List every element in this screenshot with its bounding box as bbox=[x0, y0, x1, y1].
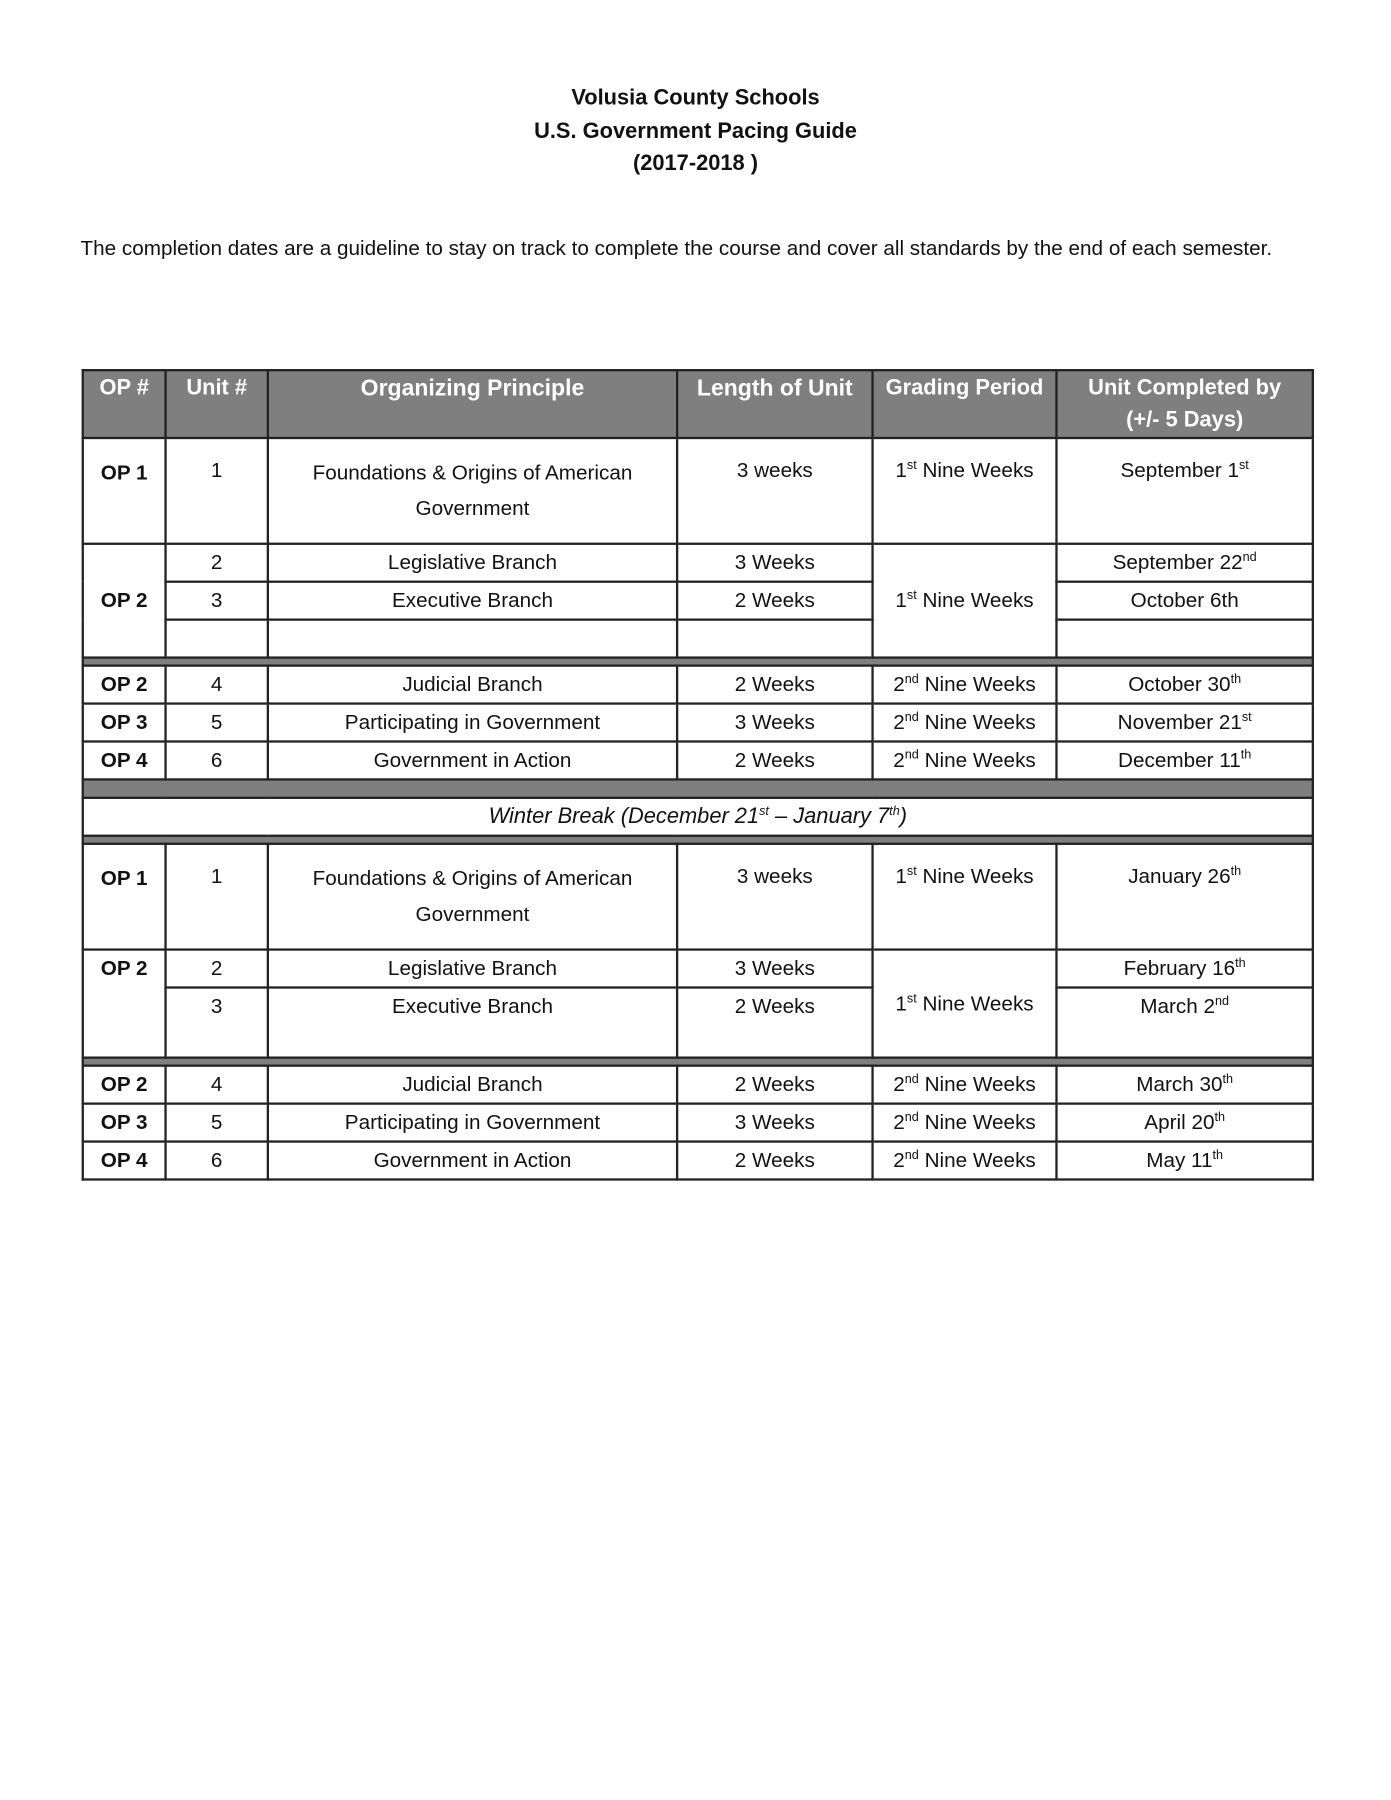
principle-cell: Legislative Branch bbox=[268, 544, 677, 582]
col-length: Length of Unit bbox=[677, 370, 872, 438]
grading-cell: 2nd Nine Weeks bbox=[873, 704, 1057, 742]
completed-cell: February 16th bbox=[1056, 950, 1312, 988]
principle-cell: Legislative Branch bbox=[268, 950, 677, 988]
principle-cell: Participating in Government bbox=[268, 1104, 677, 1142]
op-cell: OP 2 bbox=[83, 950, 166, 1058]
header-row bbox=[83, 370, 1313, 438]
col-completed-line1: Unit Completed by bbox=[1088, 375, 1282, 401]
col-principle: Organizing Principle bbox=[268, 370, 677, 438]
table-row bbox=[83, 666, 1313, 704]
title-line-3: (2017-2018 ) bbox=[632, 151, 759, 176]
intro-text: The completion dates are a guideline to stay on track to complete the course and cover all standards by the end of each semester. bbox=[80, 236, 1273, 260]
principle-cell: Executive Branch bbox=[268, 988, 677, 1058]
length-cell: 3 Weeks bbox=[677, 1104, 872, 1142]
table-row bbox=[83, 950, 1313, 988]
document-title bbox=[0, 83, 1391, 181]
op-cell: OP 4 bbox=[83, 1142, 166, 1180]
separator-cell bbox=[83, 1058, 1313, 1066]
empty-cell bbox=[1056, 620, 1312, 658]
unit-cell: 2 bbox=[166, 950, 268, 988]
grading-cell: 2nd Nine Weeks bbox=[873, 666, 1057, 704]
unit-cell: 1 bbox=[166, 844, 268, 950]
table-row bbox=[83, 704, 1313, 742]
principle-cell: Judicial Branch bbox=[268, 1066, 677, 1104]
principle-cell: Executive Branch bbox=[268, 582, 677, 620]
empty-cell bbox=[166, 620, 268, 658]
length-cell: 3 Weeks bbox=[677, 950, 872, 988]
op-cell: OP 1 bbox=[83, 438, 166, 544]
completed-cell: December 11th bbox=[1056, 741, 1312, 779]
table-row bbox=[83, 1066, 1313, 1104]
col-completed-line2: (+/- 5 Days) bbox=[1126, 408, 1244, 433]
col-unit: Unit # bbox=[166, 370, 268, 438]
length-cell: 2 Weeks bbox=[677, 1142, 872, 1180]
table-row bbox=[83, 1142, 1313, 1180]
winter-break-label: Winter Break (December 21st – January 7th) bbox=[83, 798, 1313, 836]
pacing-table bbox=[82, 369, 1314, 1181]
separator-band bbox=[83, 836, 1313, 844]
op-cell: OP 2 bbox=[83, 544, 166, 658]
grading-cell: 1st Nine Weeks bbox=[873, 844, 1057, 950]
principle-cell: Foundations & Origins of American Government bbox=[268, 844, 677, 950]
separator-band bbox=[83, 658, 1313, 666]
table-row bbox=[83, 438, 1313, 544]
length-cell: 2 Weeks bbox=[677, 1066, 872, 1104]
grading-cell: 2nd Nine Weeks bbox=[873, 1066, 1057, 1104]
empty-cell bbox=[677, 620, 872, 658]
grading-cell: 2nd Nine Weeks bbox=[873, 1104, 1057, 1142]
completed-cell: September 1st bbox=[1056, 438, 1312, 544]
empty-cell bbox=[268, 620, 677, 658]
completed-cell: October 30th bbox=[1056, 666, 1312, 704]
length-cell: 2 Weeks bbox=[677, 988, 872, 1058]
op-cell: OP 2 bbox=[83, 1066, 166, 1104]
grading-cell: 1st Nine Weeks bbox=[873, 544, 1057, 658]
op-cell: OP 4 bbox=[83, 741, 166, 779]
table-row bbox=[83, 544, 1313, 582]
grading-cell: 1st Nine Weeks bbox=[873, 438, 1057, 544]
completed-cell: October 6th bbox=[1056, 582, 1312, 620]
principle-cell: Participating in Government bbox=[268, 704, 677, 742]
length-cell: 3 Weeks bbox=[677, 704, 872, 742]
table-row bbox=[83, 582, 1313, 620]
unit-cell: 5 bbox=[166, 704, 268, 742]
completed-cell: January 26th bbox=[1056, 844, 1312, 950]
principle-cell: Foundations & Origins of American Government bbox=[268, 438, 677, 544]
length-cell: 3 weeks bbox=[677, 844, 872, 950]
grading-cell: 2nd Nine Weeks bbox=[873, 1142, 1057, 1180]
winter-break-row bbox=[83, 798, 1313, 836]
unit-cell: 1 bbox=[166, 438, 268, 544]
separator-cell bbox=[83, 779, 1313, 797]
principle-cell: Government in Action bbox=[268, 1142, 677, 1180]
length-cell: 2 Weeks bbox=[677, 582, 872, 620]
unit-cell: 4 bbox=[166, 1066, 268, 1104]
completed-cell: May 11th bbox=[1056, 1142, 1312, 1180]
length-cell: 3 weeks bbox=[677, 438, 872, 544]
unit-cell: 3 bbox=[166, 988, 268, 1058]
separator-cell bbox=[83, 658, 1313, 666]
col-op: OP # bbox=[83, 370, 166, 438]
table-row-empty bbox=[83, 620, 1313, 658]
length-cell: 2 Weeks bbox=[677, 666, 872, 704]
unit-cell: 5 bbox=[166, 1104, 268, 1142]
separator-cell bbox=[83, 836, 1313, 844]
unit-cell: 3 bbox=[166, 582, 268, 620]
unit-cell: 6 bbox=[166, 1142, 268, 1180]
unit-cell: 4 bbox=[166, 666, 268, 704]
completed-cell: September 22nd bbox=[1056, 544, 1312, 582]
unit-cell: 6 bbox=[166, 741, 268, 779]
principle-cell: Government in Action bbox=[268, 741, 677, 779]
col-completed bbox=[1056, 370, 1312, 438]
op-cell: OP 1 bbox=[83, 844, 166, 950]
grading-cell: 1st Nine Weeks bbox=[873, 950, 1057, 1058]
principle-cell: Judicial Branch bbox=[268, 666, 677, 704]
table-row bbox=[83, 988, 1313, 1058]
grading-cell: 2nd Nine Weeks bbox=[873, 741, 1057, 779]
op-cell: OP 2 bbox=[83, 666, 166, 704]
op-cell: OP 3 bbox=[83, 1104, 166, 1142]
separator-band bbox=[83, 1058, 1313, 1066]
length-cell: 2 Weeks bbox=[677, 741, 872, 779]
completed-cell: March 30th bbox=[1056, 1066, 1312, 1104]
length-cell: 3 Weeks bbox=[677, 544, 872, 582]
table-row bbox=[83, 741, 1313, 779]
table-row bbox=[83, 844, 1313, 950]
title-line-2: U.S. Government Pacing Guide bbox=[534, 118, 857, 144]
completed-cell: November 21st bbox=[1056, 704, 1312, 742]
completed-cell: March 2nd bbox=[1056, 988, 1312, 1058]
col-grading: Grading Period bbox=[873, 370, 1057, 438]
separator-band bbox=[83, 779, 1313, 797]
table-row bbox=[83, 1104, 1313, 1142]
op-cell: OP 3 bbox=[83, 704, 166, 742]
completed-cell: April 20th bbox=[1056, 1104, 1312, 1142]
unit-cell: 2 bbox=[166, 544, 268, 582]
title-line-1: Volusia County Schools bbox=[571, 86, 820, 111]
